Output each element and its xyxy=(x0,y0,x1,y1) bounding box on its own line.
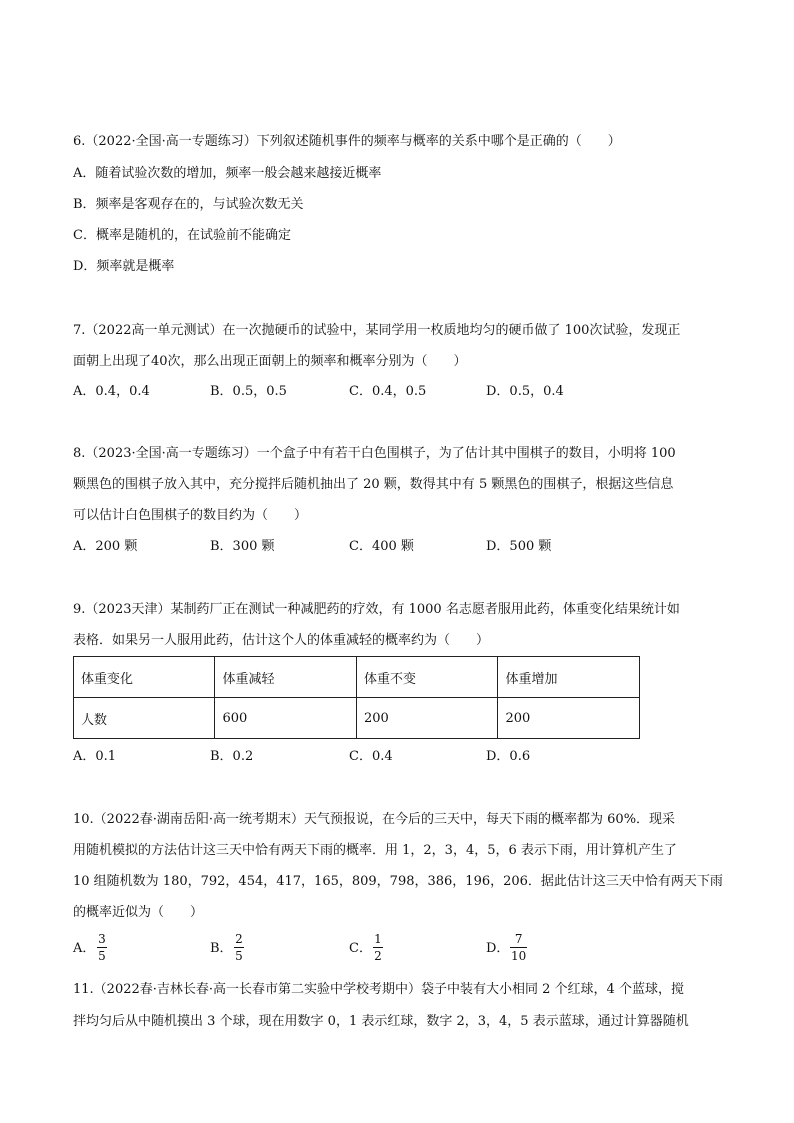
q9-stem-line-1: 9.（2023天津）某制药厂正在测试一种减肥药的疗效，有 1000 名志愿者服用此药，体重变化结果统计如 xyxy=(73,602,680,617)
table-cell: 人数 xyxy=(74,698,215,739)
table-header-cell: 体重增加 xyxy=(498,657,640,698)
q11-stem-line-2: 拌均匀后从中随机摸出 3 个球，现在用数字 0，1 表示红球，数字 2，3，4，5 表示蓝球，通过计算器随机 xyxy=(73,1014,689,1029)
q9-option-a: A．0.1 xyxy=(73,749,117,764)
table-cell: 600 xyxy=(215,698,357,739)
q9-option-d: D．0.6 xyxy=(486,749,531,764)
fraction xyxy=(373,931,383,964)
q6-stem: 6.（2022·全国·高一专题练习）下列叙述随机事件的频率与概率的关系中哪个是正确的（ ） xyxy=(73,134,621,149)
q9-option-c: C．0.4 xyxy=(349,749,393,764)
fraction-numerator: 2 xyxy=(235,932,243,946)
fraction-denominator: 5 xyxy=(98,949,106,963)
q10-options xyxy=(73,931,633,967)
table-row xyxy=(74,698,640,739)
fraction-numerator: 1 xyxy=(374,932,382,946)
q6-option-b: B．频率是客观存在的，与试验次数无关 xyxy=(73,197,304,212)
option-letter: A． xyxy=(73,941,96,956)
option-letter: C． xyxy=(349,941,372,956)
q8-option-a: A．200 颗 xyxy=(73,539,138,554)
fraction xyxy=(510,931,527,964)
q6-option-d: D．频率就是概率 xyxy=(73,259,175,274)
table-cell: 200 xyxy=(356,698,498,739)
table-header-cell: 体重减轻 xyxy=(215,657,357,698)
q8-options xyxy=(73,538,633,556)
q11-stem-line-1: 11.（2022春·吉林长春·高一长春市第二实验中学校考期中）袋子中装有大小相同 2 个红球，4 个蓝球，搅 xyxy=(73,982,684,997)
q10-stem-line-4: 的概率近似为（ ） xyxy=(73,905,204,920)
fraction-numerator: 3 xyxy=(98,932,106,946)
table-row xyxy=(74,657,640,698)
weight-change-table xyxy=(73,656,640,739)
q8-option-d: D．500 颗 xyxy=(486,539,552,554)
q6-option-c: C．概率是随机的，在试验前不能确定 xyxy=(73,228,291,243)
q8-stem-line-2: 颗黑色的围棋子放入其中，充分搅拌后随机抽出了 20 颗，数得其中有 5 颗黑色的围棋子，根据这些信息 xyxy=(73,477,674,492)
fraction xyxy=(234,931,244,964)
fraction-denominator: 10 xyxy=(511,949,527,963)
q8-option-b: B．300 颗 xyxy=(210,539,275,554)
q9-options xyxy=(73,748,633,766)
q10-stem-line-3: 10 组随机数为 180，792，454，417，165，809，798，386，196，206．据此估计这三天中恰有两天下雨 xyxy=(73,874,723,889)
fraction-numerator: 7 xyxy=(510,931,527,948)
q9-stem-line-2: 表格．如果另一人服用此药，估计这个人的体重减轻的概率约为（ ） xyxy=(73,633,490,648)
option-letter: D． xyxy=(486,941,510,956)
q7-option-b: B．0.5，0.5 xyxy=(210,384,287,399)
q7-options xyxy=(73,383,633,401)
q7-option-d: D．0.5，0.4 xyxy=(486,384,564,399)
fraction-denominator: 2 xyxy=(374,949,382,963)
q7-stem-line-2: 面朝上出现了40次，那么出现正面朝上的频率和概率分别为（ ） xyxy=(73,354,467,369)
fraction xyxy=(97,931,107,964)
q10-stem-line-1: 10.（2022春·湖南岳阳·高一统考期末）天气预报说，在今后的三天中，每天下雨的概率都为 60%．现采 xyxy=(73,812,676,827)
q8-option-c: C．400 颗 xyxy=(349,539,414,554)
fraction-denominator: 5 xyxy=(235,949,243,963)
table-header-cell: 体重变化 xyxy=(74,657,215,698)
option-letter: B． xyxy=(210,941,233,956)
q7-option-a: A．0.4，0.4 xyxy=(73,384,150,399)
q7-option-c: C．0.4，0.5 xyxy=(349,384,427,399)
q6-option-a: A．随着试验次数的增加，频率一般会越来越接近概率 xyxy=(73,166,382,181)
table-header-cell: 体重不变 xyxy=(356,657,498,698)
table-cell: 200 xyxy=(498,698,640,739)
q10-stem-line-2: 用随机模拟的方法估计这三天中恰有两天下雨的概率．用 1，2，3，4，5，6 表示下雨，用计算机产生了 xyxy=(73,843,677,858)
q8-stem-line-1: 8.（2023·全国·高一专题练习）一个盒子中有若干白色围棋子，为了估计其中围棋子的数目，小明将 100 xyxy=(73,446,676,461)
q7-stem-line-1: 7.（2022高一单元测试）在一次抛硬币的试验中，某同学用一枚质地均匀的硬币做了 100次试验，发现正 xyxy=(73,323,681,338)
q9-option-b: B．0.2 xyxy=(210,749,254,764)
q8-stem-line-3: 可以估计白色围棋子的数目约为（ ） xyxy=(73,508,308,523)
